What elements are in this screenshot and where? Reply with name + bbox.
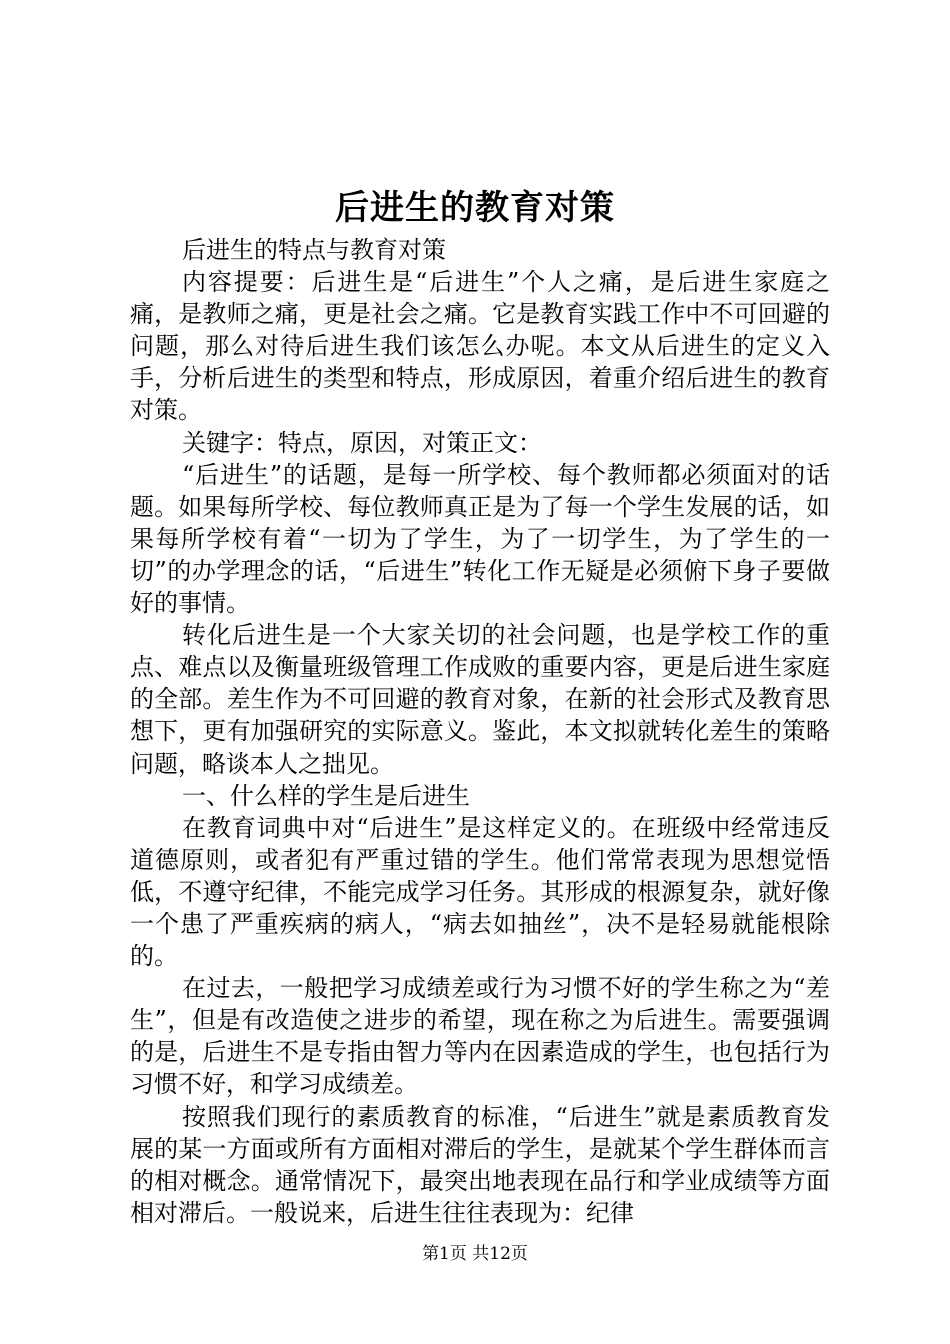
document-title: 后进生的教育对策 bbox=[335, 188, 615, 228]
document-body bbox=[130, 234, 830, 1229]
paragraph-abstract: 内容提要：后进生是“后进生”个人之痛，是后进生家庭之痛，是教师之痛，更是社会之痛。它是教育实践工作中不可回避的问题，那么对待后进生我们该怎么办呢。本文从后进生的定义入手，分析后进生的类型和特点，形成原因，着重介绍后进生的教育对策。 bbox=[130, 268, 830, 425]
page-number-footer: 第1页 共12页 bbox=[422, 1244, 528, 1264]
paragraph-body: 在教育词典中对“后进生”是这样定义的。在班级中经常违反道德原则，或者犯有严重过错的学生。他们常常表现为思想觉悟低，不遵守纪律，不能完成学习任务。其形成的根源复杂，就好像一个患了严重疾病的病人，“病去如抽丝”，决不是轻易就能根除的。 bbox=[130, 813, 830, 971]
paragraph-subtitle: 后进生的特点与教育对策 bbox=[182, 236, 446, 264]
paragraph-keywords: 关键字：特点，原因，对策正文： bbox=[182, 428, 542, 457]
section-heading: 一、什么样的学生是后进生 bbox=[182, 781, 470, 810]
paragraph-body: 转化后进生是一个大家关切的社会问题，也是学校工作的重点、难点以及衡量班级管理工作成败的重要内容，更是后进生家庭的全部。差生作为不可回避的教育对象，在新的社会形式及教育思想下，更有加强研究的实际意义。鉴此，本文拟就转化差生的策略问题，略谈本人之拙见。 bbox=[130, 621, 830, 778]
paragraph-body: 在过去，一般把学习成绩差或行为习惯不好的学生称之为“差生”，但是有改造使之进步的希望，现在称之为后进生。需要强调的是，后进生不是专指由智力等内在因素造成的学生，也包括行为习惯不好，和学习成绩差。 bbox=[130, 974, 830, 1099]
paragraph-body: “后进生”的话题，是每一所学校、每个教师都必须面对的话题。如果每所学校、每位教师真正是为了每一个学生发展的话，如果每所学校有着“一切为了学生，为了一切学生，为了学生的一切”的办学理念的话，“后进生”转化工作无疑是必须俯下身子要做好的事情。 bbox=[130, 460, 830, 618]
paragraph-body: 按照我们现行的素质教育的标准，“后进生”就是素质教育发展的某一方面或所有方面相对滞后的学生，是就某个学生群体而言的相对概念。通常情况下，最突出地表现在品行和学业成绩等方面相对滞后。一般说来，后进生往往表现为：纪律 bbox=[130, 1102, 830, 1227]
